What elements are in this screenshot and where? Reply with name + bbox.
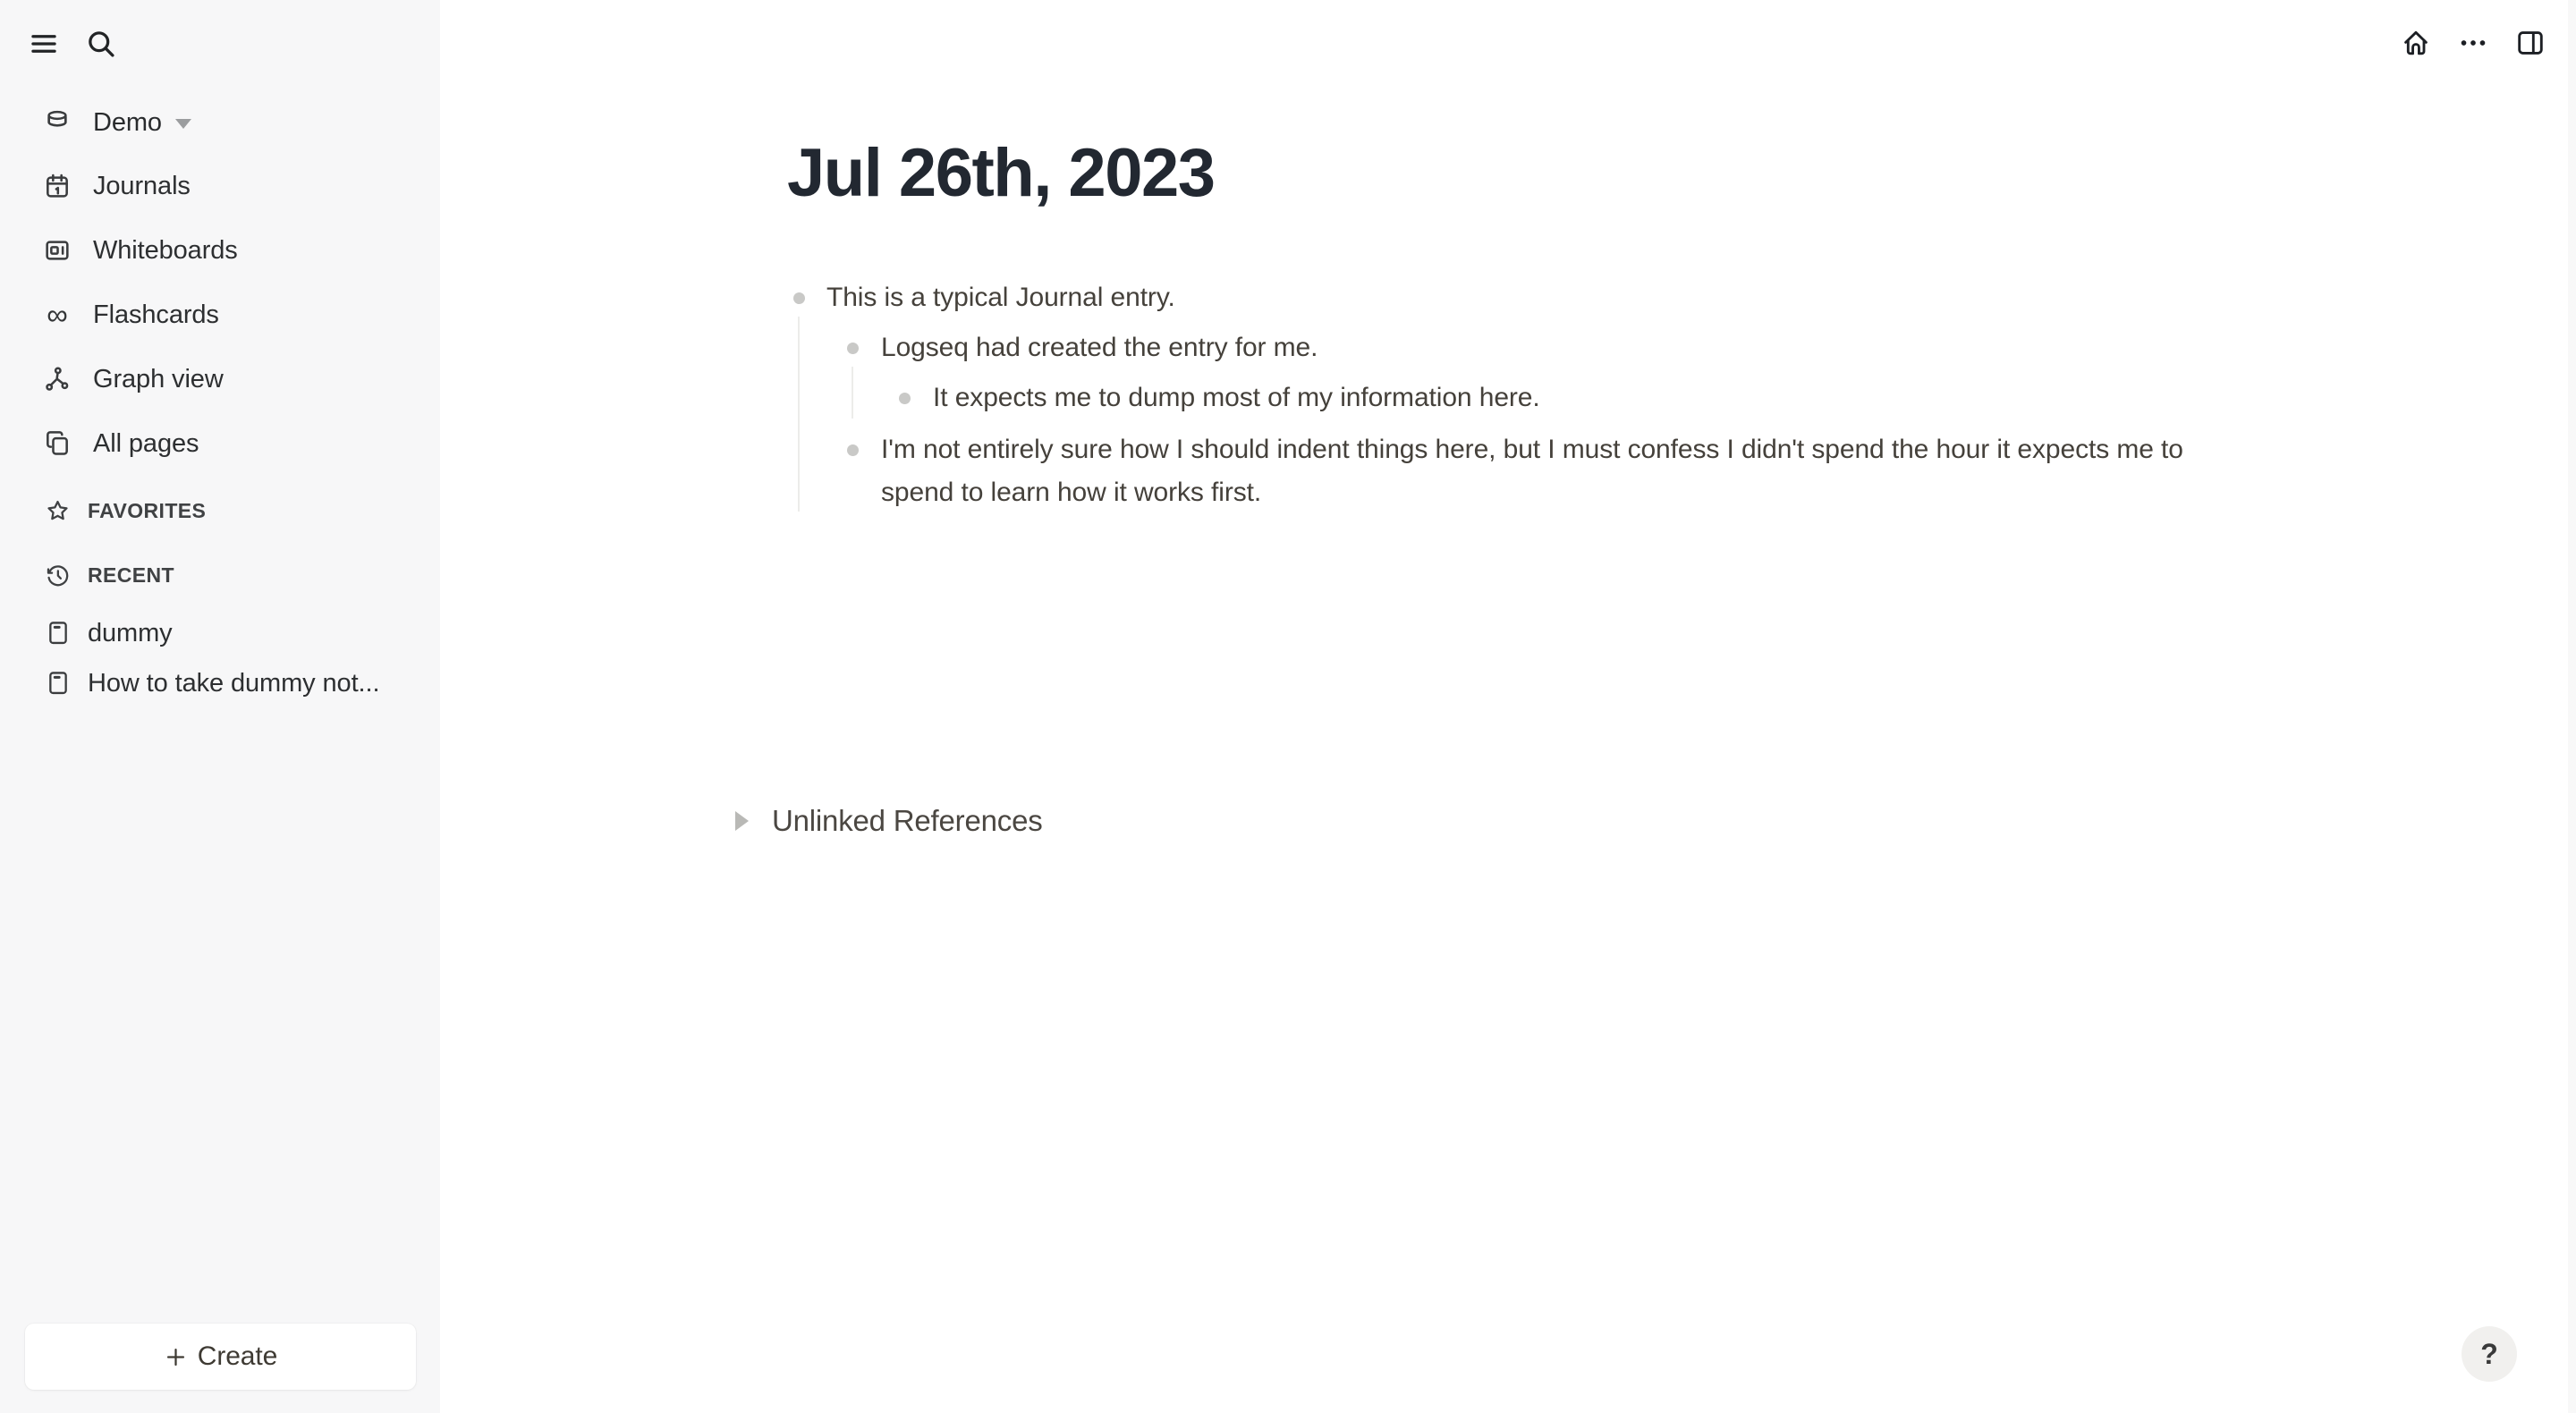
sidebar-item-label: Flashcards bbox=[93, 300, 219, 329]
block-bullet[interactable] bbox=[847, 343, 859, 354]
help-button-label: ? bbox=[2480, 1337, 2498, 1370]
block-text[interactable]: This is a typical Journal entry. bbox=[826, 283, 1175, 312]
infinity-icon: ∞ bbox=[47, 298, 68, 331]
recent-item-dummy[interactable] bbox=[0, 613, 440, 653]
block-bullet[interactable] bbox=[899, 393, 911, 404]
menu-button[interactable] bbox=[28, 28, 60, 60]
recent-section-header[interactable] bbox=[0, 557, 440, 593]
sidebar-item-all-pages[interactable] bbox=[0, 424, 440, 463]
sidebar-item-label: Journals bbox=[93, 172, 191, 200]
sidebar-item-label: Whiteboards bbox=[93, 236, 238, 265]
help-button[interactable] bbox=[2462, 1326, 2517, 1382]
calendar-icon bbox=[42, 171, 72, 201]
journal-blocks bbox=[440, 0, 2576, 1413]
block-text[interactable]: It expects me to dump most of my information here. bbox=[933, 383, 1540, 412]
block-text[interactable]: Logseq had created the entry for me. bbox=[881, 333, 1318, 362]
history-icon bbox=[44, 562, 71, 588]
create-button[interactable] bbox=[25, 1324, 416, 1390]
star-icon bbox=[44, 497, 71, 524]
hamburger-menu-icon bbox=[29, 29, 59, 59]
whiteboard-icon bbox=[42, 235, 72, 266]
sidebar-item-label: All pages bbox=[93, 429, 199, 458]
pages-icon bbox=[42, 428, 72, 459]
section-label: RECENT bbox=[88, 563, 174, 587]
page-title[interactable]: Jul 26th, 2023 bbox=[787, 135, 1215, 211]
recent-item-label: dummy bbox=[88, 619, 173, 647]
plus-icon bbox=[164, 1345, 188, 1369]
page-icon bbox=[45, 670, 72, 697]
database-icon bbox=[42, 107, 72, 138]
search-button[interactable] bbox=[84, 27, 118, 61]
graph-icon bbox=[42, 364, 72, 394]
page-icon bbox=[45, 620, 72, 647]
chevron-down-icon bbox=[175, 119, 191, 129]
scrollbar-track[interactable] bbox=[2568, 0, 2576, 1413]
block-bullet[interactable] bbox=[793, 292, 805, 304]
sidebar-item-journals[interactable] bbox=[0, 166, 440, 206]
section-label: FAVORITES bbox=[88, 499, 207, 522]
unlinked-references-toggle[interactable] bbox=[735, 796, 1043, 846]
create-button-label: Create bbox=[197, 1341, 278, 1371]
block-guide-line bbox=[852, 367, 853, 419]
main-content-area bbox=[440, 0, 2576, 1413]
sidebar-item-graph-view[interactable] bbox=[0, 360, 440, 399]
block-text[interactable]: I'm not entirely sure how I should indent things here, but I must confess I didn't spend the hour it expects me to spend to learn how it works first. bbox=[881, 435, 2183, 507]
unlinked-references-label: Unlinked References bbox=[772, 804, 1043, 837]
search-icon bbox=[85, 28, 117, 60]
block-bullet[interactable] bbox=[847, 444, 859, 456]
sidebar-item-flashcards[interactable] bbox=[0, 295, 440, 334]
caret-right-icon bbox=[735, 811, 749, 831]
left-sidebar bbox=[0, 0, 440, 1413]
block-guide-line bbox=[798, 317, 800, 512]
sidebar-item-label: Graph view bbox=[93, 365, 224, 393]
sidebar-item-whiteboards[interactable] bbox=[0, 231, 440, 270]
graph-selector[interactable] bbox=[0, 103, 440, 142]
recent-item-how-to[interactable] bbox=[0, 664, 440, 703]
favorites-section-header[interactable] bbox=[0, 493, 440, 529]
graph-name: Demo bbox=[93, 108, 162, 137]
recent-item-label: How to take dummy not... bbox=[88, 669, 380, 698]
